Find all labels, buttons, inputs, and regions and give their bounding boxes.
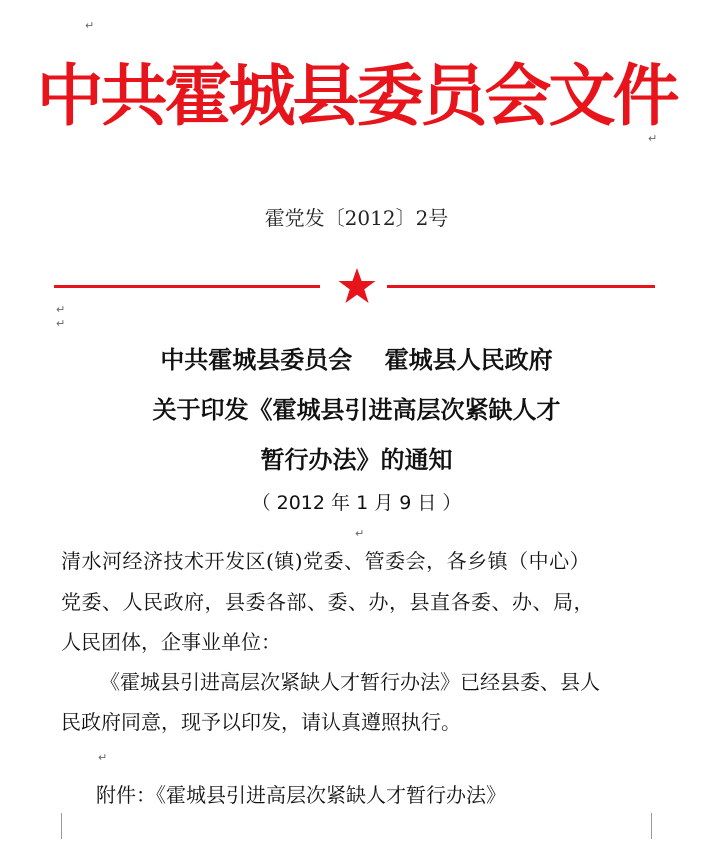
body-paragraph-line: 《霍城县引进高层次紧缺人才暂行办法》已经县委、县人 [100, 670, 600, 694]
page-margin-marker [61, 813, 62, 839]
red-star-icon [337, 267, 377, 305]
notice-heading-line3: 暂行办法》的通知 [260, 445, 453, 474]
paragraph-mark: ↵ [648, 132, 658, 145]
right-red-rule [387, 285, 655, 288]
attachment-line: 附件：《霍城县引进高层次紧缺人才暂行办法》 [96, 783, 506, 807]
paragraph-mark: ↵ [56, 303, 66, 316]
notice-date: （ 2012 年 1 月 9 日 ） [251, 492, 462, 514]
paragraph-mark: ↵ [56, 317, 66, 330]
page-margin-marker [651, 813, 652, 839]
document-title: 中共霍城县委员会文件 [36, 56, 677, 135]
left-red-rule [54, 285, 320, 288]
recipients-line: 党委、人民政府，县委各部、委、办，县直各委、办、局， [61, 590, 594, 614]
notice-heading-line1: 中共霍城县委员会 霍城县人民政府 [160, 345, 553, 374]
paragraph-mark: ↵ [85, 19, 95, 32]
body-paragraph-line: 民政府同意，现予以印发，请认真遵照执行。 [61, 710, 461, 734]
document-number: 霍党发〔2012〕2号 [264, 206, 449, 230]
notice-heading-line2: 关于印发《霍城县引进高层次紧缺人才 [152, 395, 561, 424]
recipients-line: 清水河经济技术开发区(镇)党委、管委会，各乡镇（中心） [61, 549, 591, 573]
recipients-line: 人民团体，企事业单位： [61, 630, 281, 654]
paragraph-mark: ↵ [355, 527, 365, 540]
paragraph-mark: ↵ [98, 751, 108, 764]
